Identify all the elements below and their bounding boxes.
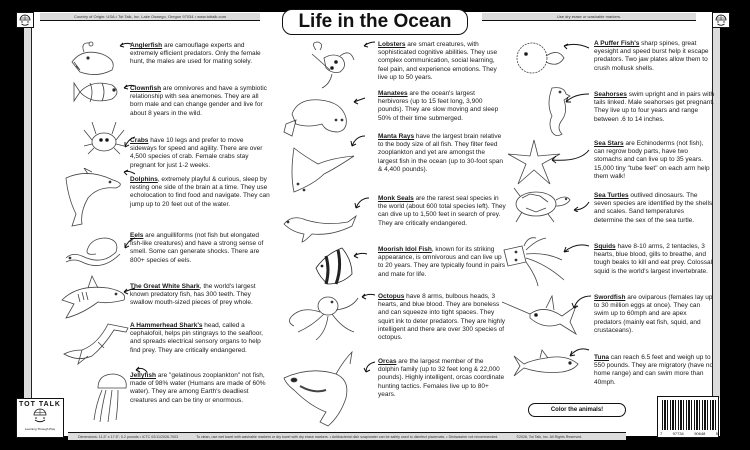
smiley-logo-icon [712, 12, 730, 28]
entry-crabs: Crabs have 10 legs and prefer to move sideways for speed and agility. There are over 4,500 species of crab. Female crabs stay pregnant for just 1-2 weeks. [130, 137, 263, 169]
arrow-icon [550, 148, 590, 164]
color-the-animals-button[interactable]: Color the animals! [528, 403, 626, 417]
arrow-icon [572, 200, 590, 212]
crab-illustration [82, 118, 126, 158]
footer-cleaning: To clean, use wet towel with washable markers or dry towel with dry erase markers. • Antibacterial dish soap/water can be safely used to disinfect placemats. • Dishwasher not recommended. [196, 435, 499, 439]
arrow-icon [122, 236, 136, 250]
hammerhead-shark-illustration [58, 320, 130, 368]
clownfish-illustration [72, 75, 124, 109]
brand-name: TOT TALK [19, 401, 61, 408]
arrow-icon [122, 135, 136, 149]
arrow-icon [348, 134, 366, 148]
smiley-globe-icon [30, 408, 50, 424]
arrow-icon [352, 96, 366, 106]
anglerfish-illustration [62, 40, 122, 80]
page-title: Life in the Ocean [282, 9, 468, 35]
entry-seahorses: Seahorses swim upright and in pairs with tails linked. Male seahorses get pregnant. They live up to four years and range between .6 to 14 inches. [594, 91, 714, 123]
arrow-icon [570, 294, 592, 310]
arrow-icon [122, 286, 136, 296]
arrow-icon [134, 364, 148, 374]
top-info-left: Country of Origin: USA • Tot Talk, Inc. Lake Oswego, Oregon 97034 • www.tottalk.com [40, 13, 260, 21]
sea-turtle-illustration [508, 184, 572, 224]
top-info-right: Use dry erase or washable markers. [482, 13, 696, 21]
arrow-icon [362, 40, 376, 50]
entry-puffer-fish: A Puffer Fish's sharp spines, great eyesight and speed burst help it escape predators. Two jaw plates allow them to crush mollusk shells. [594, 40, 709, 72]
octopus-illustration [282, 292, 362, 344]
arrow-icon [562, 42, 590, 52]
arrow-icon [122, 82, 136, 92]
left-rail [24, 28, 32, 398]
entry-tuna: Tuna can reach 6.5 feet and weigh up to 550 pounds. They are migratory (have no home range) and can swim more than 40mph. [594, 354, 714, 386]
arrow-icon [122, 168, 136, 178]
smiley-logo-icon [16, 12, 34, 28]
arrow-icon [352, 250, 368, 260]
swordfish-illustration [500, 294, 580, 338]
entry-sea-turtles: Sea Turtles outlived dinosaurs. The seven species are identified by the shells and scales. Sand temperatures determine the sex of the sea turtle. [594, 192, 713, 224]
entry-clownfish: Clownfish are omnivores and have a symbiotic relationship with sea anemones. They are all born male and can change gender and live for about 8 years in the wild. [130, 85, 267, 117]
entry-moorish-idol-fish: Moorish Idol Fish, known for its striking appearance, is omnivorous and can live up to 20 years. They are typically found in pairs and mate for life. [378, 246, 506, 278]
arrow-icon [118, 40, 132, 50]
barcode-digit: 7 [660, 431, 663, 436]
great-white-shark-illustration [58, 270, 130, 322]
monk-seal-illustration [282, 206, 358, 246]
arrow-icon [362, 360, 376, 374]
dolphin-illustration [58, 168, 128, 228]
footer-copyright: ©2026, Tot Talk, Inc. All Rights Reserved. [516, 435, 583, 439]
eel-illustration [62, 232, 122, 268]
entry-dolphins: Dolphins, extremely playful & curious, sleep by resting one side of the brain at a time. They use echolocation to find food and navigate. They can jump up to 20 feet out of the water. [130, 176, 270, 208]
entry-lobsters: Lobsters are smart creatures, with sophisticated cognitive abilities. They use complex communication, social learning, feel pain, and experience emotions. They live up to 50 years. [378, 41, 498, 81]
entry-hammerhead-shark: A Hammerhead Shark's head, called a cephalofoil, helps pin stingrays to the seafloor, and spreads electrical sensory organs to help find prey. They are critically endangered. [130, 322, 263, 354]
arrow-icon [562, 242, 590, 254]
arrow-icon [568, 346, 590, 358]
tot-talk-logo [16, 398, 64, 438]
entry-squids: Squids have 8-10 arms, 2 tentacles, 3 hearts, blue blood, gills to breathe, and tough beaks to kill and eat prey. Colossal squid is the world's largest invertebrate. [594, 243, 713, 275]
entry-eels: Eels are anguilliforms (not fish but elongated fish-like creatures) and have a strong sense of smell. Some can generate shocks. There are 800+ species of eels. [130, 232, 264, 264]
entry-manta-rays: Manta Rays have the largest brain relative to the body size of all fish. They filter feed zooplankton and yet are amongst the largest fish in the ocean (up to 30-foot span & 4,400 pounds). [378, 133, 504, 173]
barcode [657, 396, 719, 438]
arrow-icon [352, 196, 370, 210]
entry-monk-seals: Monk Seals are the rarest seal species in the world (about 600 total species left). They can dive up to 1,500 feet in search of prey. They are critically endangered. [378, 195, 506, 227]
entry-sea-stars: Sea Stars are Echinoderms (not fish), can regrow body parts, have two stomachs and can live up to 35 years. 15,000 tiny "tube feet" on each arm help them walk! [594, 140, 710, 180]
entry-anglerfish: Anglerfish are camouflage experts and extremely efficient predators. Only the female hunt, the males are used for mating solely. [130, 42, 261, 66]
barcode-digit: 5 [715, 431, 718, 436]
orca-illustration [280, 350, 360, 430]
barcode-digit: 90648 [694, 431, 706, 436]
entry-great-white-shark: The Great White Shark, the world's largest known predatory fish, has 300 teeth. They swallow mouth-sized pieces of prey whole. [130, 283, 256, 307]
barcode-digit: 97734 [672, 431, 684, 436]
brand-tagline: Learning Through Play [24, 427, 56, 431]
manatee-illustration [282, 94, 354, 140]
entry-orcas: Orcas are the largest member of the dolphin family (up to 32 feet long & 22,000 pounds). Highly intelligent, orcas coordinate hunting tactics. Females live up to 80+ years. [378, 358, 505, 398]
moorish-idol-fish-illustration [312, 244, 356, 290]
puffer-fish-illustration [508, 38, 568, 78]
arrow-icon [564, 92, 590, 106]
arrow-icon [360, 291, 376, 301]
lobster-illustration [302, 40, 356, 90]
entry-octopus: Octopus have 8 arms, bulbous heads, 3 hearts, and blue blood. They are boneless and can squeeze into tight spaces. They squirt ink to deter predators. They are highly intelligent and there are over 300 species of octopus. [378, 293, 506, 342]
manta-ray-illustration [284, 144, 356, 200]
jellyfish-illustration [90, 372, 130, 424]
entry-manatees: Manatees are the ocean's largest herbivores (up to 15 feet long, 3,900 pounds). They are slow moving and sleep 50% of their time submerged. [378, 90, 499, 122]
footer-info [68, 432, 626, 440]
entry-swordfish: Swordfish are oviparous (females lay up to 30 million eggs at once). They can swim up to 60mph and are apex predators (mainly eat fish, squid, and crustaceans). [594, 294, 713, 334]
entry-jellyfish: Jellyfish are "gelatinous zooplankton" not fish, made of 98% water (Humans are made of 60% water). They are among Earth's deadliest creatures and can be tiny or enormous. [130, 372, 266, 404]
footer-dimensions: Dimensions: 11.5" x 17.5"; 0.2 pounds • ICTC 02/11/2026-7003 [78, 435, 179, 439]
barcode-bars [662, 400, 716, 430]
